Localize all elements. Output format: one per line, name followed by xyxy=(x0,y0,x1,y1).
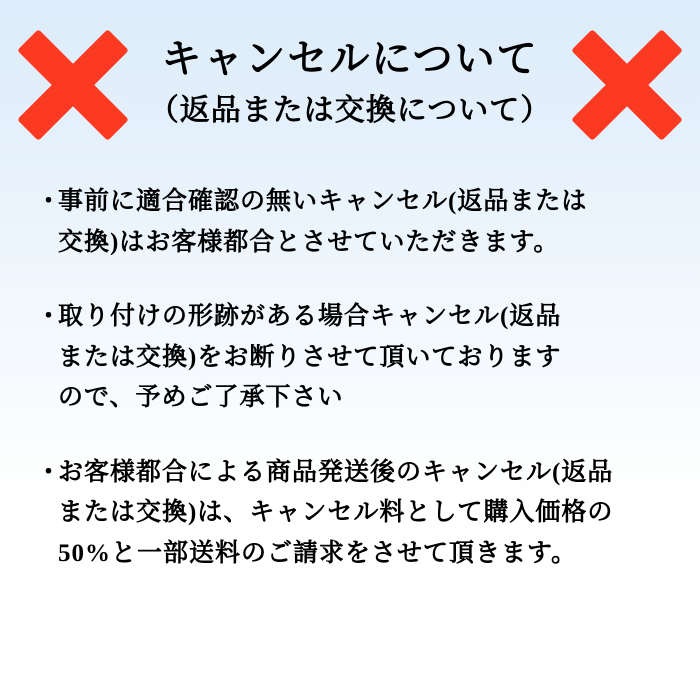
notice-body xyxy=(0,160,700,574)
list-item xyxy=(36,297,664,419)
list-item xyxy=(36,453,664,575)
bullet-line: または交換)をお断りさせて頂いております xyxy=(58,343,562,371)
bullet-text xyxy=(58,297,664,419)
bullet-line: 取り付けの形跡がある場合キャンセル(返品 xyxy=(58,303,562,330)
bullet-line: または交換)は、キャンセル料として購入価格の xyxy=(58,499,614,526)
bullet-line: 50%と一部送料のご請求をさせて頂きます。 xyxy=(58,539,578,567)
bullet-line: ので、予めご了承下さい xyxy=(58,384,344,411)
title-block xyxy=(0,34,700,130)
bullet-text xyxy=(58,182,664,263)
page-header xyxy=(0,0,700,160)
bullet-line: 交換)はお客様都合とさせていただきます。 xyxy=(58,228,560,256)
bullet-text xyxy=(58,453,664,575)
page-subtitle: （返品または交換について） xyxy=(148,94,552,127)
bullet-marker: ・ xyxy=(36,458,62,486)
bullet-marker: ・ xyxy=(36,188,62,215)
page-title: キャンセルについて xyxy=(161,36,539,81)
list-item xyxy=(36,182,664,263)
bullet-marker: ・ xyxy=(36,303,62,330)
bullet-line: お客様都合による商品発送後のキャンセル(返品 xyxy=(58,458,614,486)
bullet-line: 事前に適合確認の無いキャンセル(返品または xyxy=(58,188,588,215)
